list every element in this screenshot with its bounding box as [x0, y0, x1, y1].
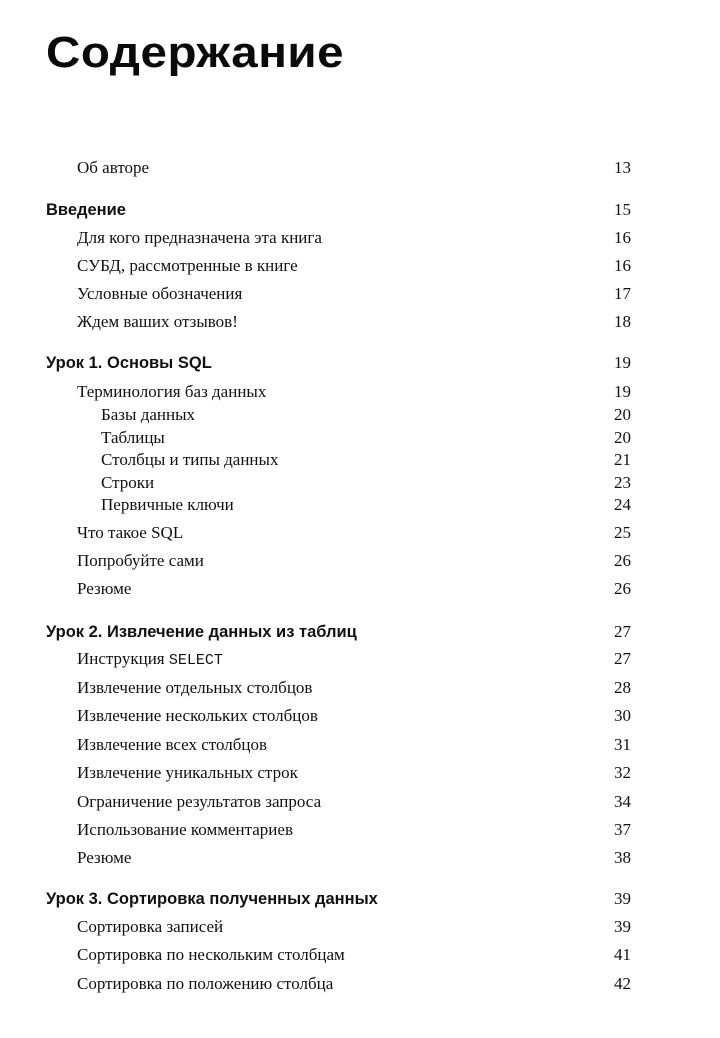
toc-page-number: 32 — [614, 763, 631, 782]
toc-entry-title — [77, 915, 223, 939]
toc-entry-text: Использование комментариев — [77, 820, 293, 839]
toc-entry-code: SELECT — [168, 652, 223, 669]
toc-entry-text: Об авторе — [77, 158, 150, 177]
toc-entry — [0, 549, 720, 573]
toc-entry-text: Условные обозначения — [77, 284, 243, 303]
toc-chapter — [0, 620, 720, 644]
toc-entry-title — [77, 380, 266, 404]
toc-page-number: 13 — [614, 158, 631, 177]
toc-entry-text: Извлечение всех столбцов — [77, 735, 268, 754]
toc-entry — [0, 676, 720, 700]
toc-entry — [0, 448, 720, 472]
toc-entry-text: Первичные ключи — [101, 495, 234, 514]
toc-entry-title — [77, 647, 223, 673]
toc-entry — [0, 254, 720, 278]
toc-entry-title — [101, 493, 234, 517]
toc-entry-text: Урок 1. Основы SQL — [46, 354, 212, 372]
toc-entry-title — [77, 761, 298, 785]
toc-page-number: 26 — [614, 551, 631, 570]
toc-entry — [0, 943, 720, 967]
toc-page-number: 38 — [614, 848, 631, 867]
toc-entry-text: СУБД, рассмотренные в книге — [77, 256, 298, 275]
toc-page-number: 17 — [614, 284, 631, 303]
toc-entry-text: Урок 2. Извлечение данных из таблиц — [46, 623, 357, 641]
toc-entry-text: Извлечение нескольких столбцов — [77, 706, 318, 725]
toc-entry — [0, 156, 720, 180]
toc-page-number: 15 — [614, 200, 631, 219]
toc-entry-text: Извлечение уникальных строк — [77, 763, 298, 782]
toc-page-number: 41 — [614, 945, 631, 964]
toc-entry-text: Что такое SQL — [77, 523, 184, 542]
toc-page-number: 30 — [614, 706, 631, 725]
toc-entry-title — [77, 790, 321, 814]
toc-entry-title — [77, 310, 238, 334]
toc-entry-title — [77, 549, 204, 573]
toc-page-number: 42 — [614, 974, 631, 993]
toc-chapter — [0, 887, 720, 911]
toc-entry-title — [46, 887, 378, 911]
toc-entry-title — [101, 448, 278, 472]
toc-entry — [0, 521, 720, 545]
toc-entry-text: Для кого предназначена эта книга — [77, 228, 322, 247]
toc-entry — [0, 704, 720, 728]
toc-entry — [0, 972, 720, 996]
toc-entry — [0, 577, 720, 601]
toc-entry-title — [77, 733, 267, 757]
toc-page-number: 25 — [614, 523, 631, 542]
toc-chapter — [0, 351, 720, 375]
toc-page-number: 27 — [614, 622, 631, 641]
toc-entry-title — [77, 972, 333, 996]
toc-page-number: 19 — [614, 353, 631, 372]
toc-entry — [0, 471, 720, 495]
toc-entry-text: Таблицы — [101, 428, 165, 447]
page-title: Содержание — [46, 28, 345, 77]
toc-entry-text: Сортировка по положению столбца — [77, 974, 334, 993]
toc-entry-title — [77, 704, 318, 728]
toc-page-number: 24 — [614, 495, 631, 514]
toc-entry — [0, 733, 720, 757]
toc-entry-title — [77, 676, 312, 700]
toc-page-number: 16 — [614, 256, 631, 275]
toc-page-number: 28 — [614, 678, 631, 697]
toc-entry — [0, 493, 720, 517]
toc-entry-text: Попробуйте сами — [77, 551, 204, 570]
toc-entry-title — [77, 156, 149, 180]
toc-entry-title — [77, 282, 242, 306]
toc-entry-text: Урок 3. Сортировка полученных данных — [46, 890, 378, 908]
toc-entry-title — [77, 577, 131, 601]
toc-entry-text: Резюме — [77, 848, 132, 867]
toc-entry — [0, 818, 720, 842]
toc-page-number: 18 — [614, 312, 631, 331]
toc-entry — [0, 226, 720, 250]
toc-entry-title — [77, 254, 298, 278]
toc-entry — [0, 790, 720, 814]
toc-entry — [0, 403, 720, 427]
toc-entry — [0, 761, 720, 785]
toc-entry-title — [77, 226, 322, 250]
toc-entry-text: Сортировка записей — [77, 917, 224, 936]
toc-entry — [0, 282, 720, 306]
toc-page-number: 26 — [614, 579, 631, 598]
toc-entry-text: Строки — [101, 473, 155, 492]
toc-page-number: 16 — [614, 228, 631, 247]
toc-entry-text: Столбцы и типы данных — [101, 450, 279, 469]
toc-entry-text: Резюме — [77, 579, 132, 598]
toc-page-number: 31 — [614, 735, 631, 754]
toc-entry-text: Извлечение отдельных столбцов — [77, 678, 313, 697]
toc-page-number: 20 — [614, 405, 631, 424]
toc-entry-text: Терминология баз данных — [77, 382, 267, 401]
toc-page-number: 19 — [614, 382, 631, 401]
toc-entry-text: Сортировка по нескольким столбцам — [77, 945, 345, 964]
toc-entry-title — [46, 198, 126, 222]
toc-page-number: 39 — [614, 917, 631, 936]
toc-entry-title — [101, 471, 154, 495]
toc-page-number: 27 — [614, 649, 631, 668]
toc-page-number: 20 — [614, 428, 631, 447]
toc-entry — [0, 915, 720, 939]
toc-entry — [0, 647, 720, 671]
toc-entry — [0, 310, 720, 334]
toc-entry-title — [77, 818, 293, 842]
toc-entry-title — [77, 943, 345, 967]
toc-entry-title — [101, 403, 195, 427]
toc-entry — [0, 426, 720, 450]
toc-page-number: 37 — [614, 820, 631, 839]
toc-entry-text: Базы данных — [101, 405, 196, 424]
toc-entry-title — [77, 846, 131, 870]
toc-entry-title — [46, 620, 357, 644]
toc-entry-text: Введение — [46, 201, 126, 219]
toc-page-number: 34 — [614, 792, 631, 811]
toc-entry-text: Ждем ваших отзывов! — [77, 312, 238, 331]
toc-page-number: 39 — [614, 889, 631, 908]
toc-entry-text: Ограничение результатов запроса — [77, 792, 322, 811]
toc-entry-title — [101, 426, 165, 450]
toc-entry — [0, 380, 720, 404]
toc-entry-text: Инструкция — [77, 649, 165, 668]
toc-page-number: 21 — [614, 450, 631, 469]
toc-page-number: 23 — [614, 473, 631, 492]
toc-entry — [0, 846, 720, 870]
toc-entry-title — [77, 521, 183, 545]
toc-chapter — [0, 198, 720, 222]
toc-entry-title — [46, 351, 212, 375]
